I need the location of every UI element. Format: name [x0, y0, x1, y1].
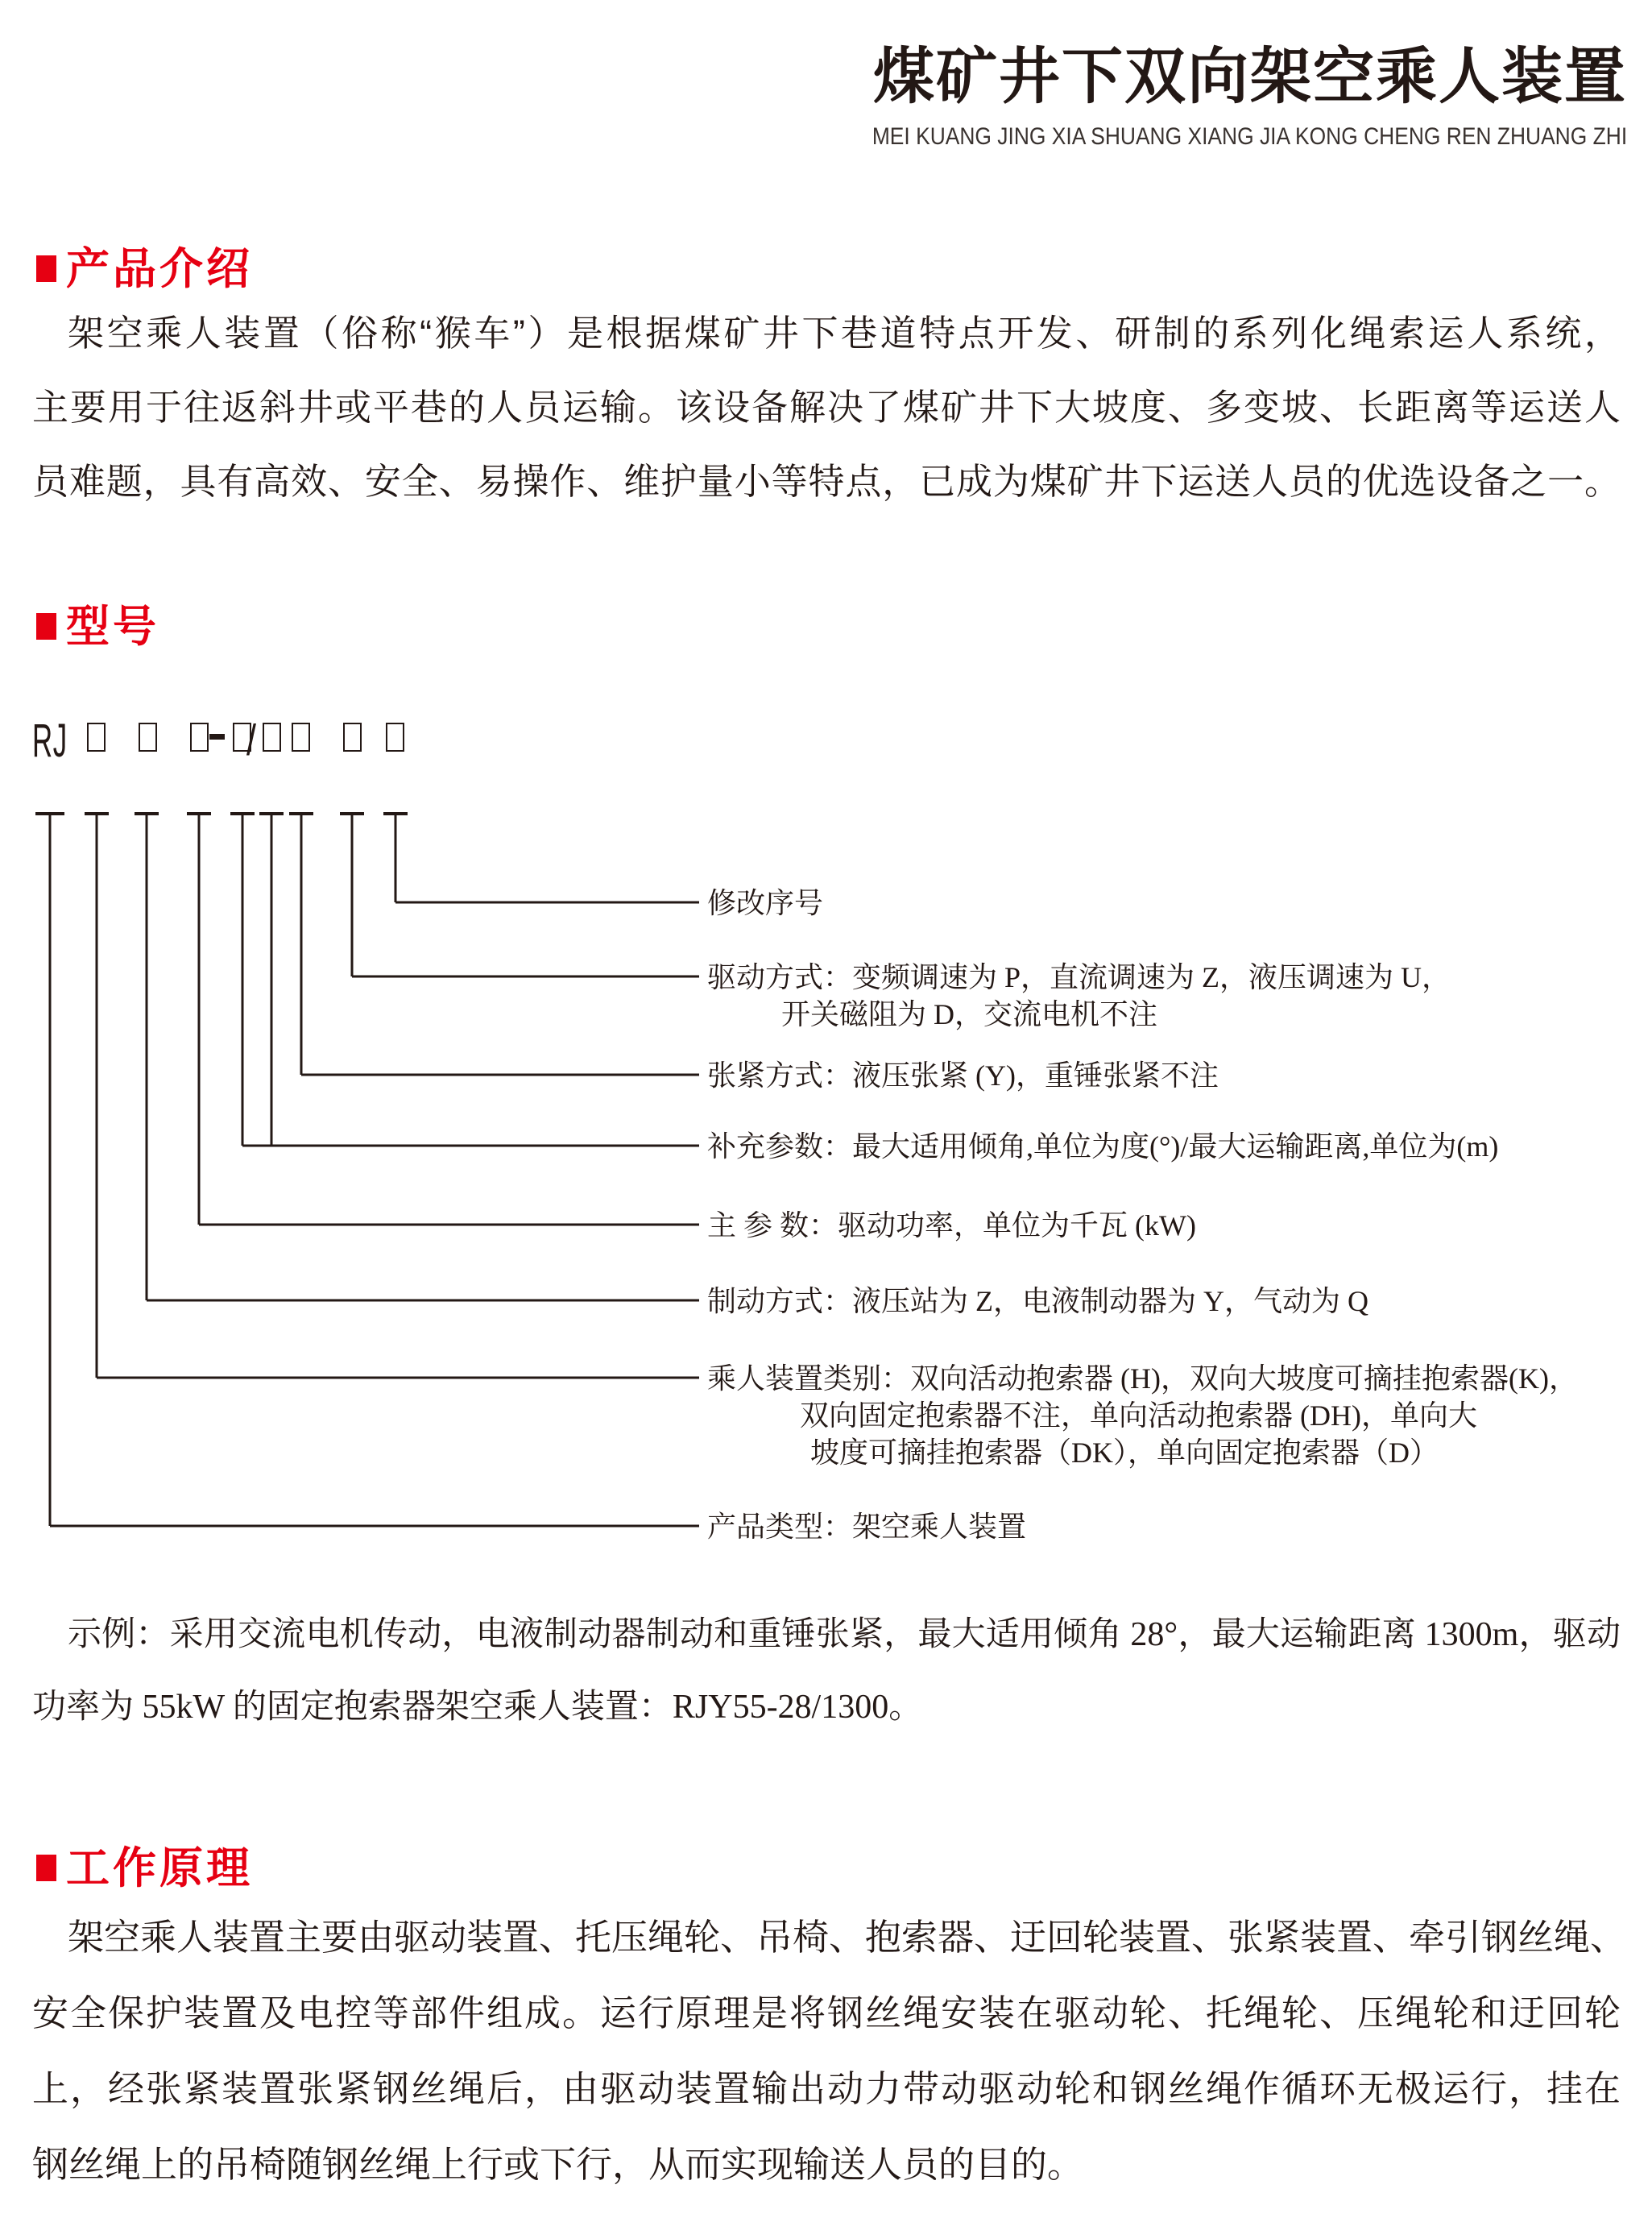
label-line: 坡度可摘挂抱索器（DK），单向固定抱索器（D） — [810, 1436, 1439, 1469]
page-subtitle-pinyin: MEI KUANG JING XIA SHUANG XIANG JIA KONG CHENG REN ZHUANG ZHI — [872, 123, 1627, 150]
section-heading-principle-label: 工作原理 — [66, 1844, 253, 1892]
code-box-revision — [386, 723, 404, 752]
principle-line: 安全保护装置及电控等部件组成。运行原理是将钢丝绳安装在驱动轮、托绳轮、压绳轮和迂回轮 — [32, 1992, 1621, 2033]
label-product-type — [707, 1508, 1026, 1545]
section-heading-principle — [36, 1834, 253, 1896]
label-tension-mode — [707, 1057, 1219, 1094]
label-line: 双向固定抱索器不注，单向活动抱索器 (DH)，单向大 — [800, 1399, 1477, 1432]
code-box-main-param — [190, 723, 209, 752]
section-heading-intro-label: 产品介绍 — [66, 245, 253, 293]
page-header — [769, 27, 1627, 151]
red-square-bullet — [36, 613, 56, 640]
model-code-prefix: RJ — [32, 715, 68, 767]
ladder-connector-lines — [50, 902, 699, 1526]
code-box-drive — [343, 723, 362, 752]
model-code-ladder-diagram — [0, 0, 725, 1547]
code-box-tension — [292, 723, 310, 752]
red-square-bullet — [36, 1855, 56, 1881]
code-box-brake — [139, 723, 157, 752]
label-brake-mode — [707, 1283, 1368, 1320]
label-line: 产品类型：架空乘人装置 — [707, 1511, 1027, 1543]
intro-line: 架空乘人装置（俗称“猴车”）是根据煤矿井下巷道特点开发、研制的系列化绳索运人系统， — [68, 313, 1621, 354]
principle-line: 钢丝绳上的吊椅随钢丝绳上行或下行，从而实现输送人员的目的。 — [32, 2144, 1084, 2185]
principle-paragraph — [32, 1900, 1627, 2203]
red-square-bullet — [36, 255, 56, 282]
section-heading-intro — [36, 234, 253, 296]
label-revision-number — [707, 885, 823, 922]
label-main-param — [707, 1207, 1196, 1244]
label-line: 乘人装置类别：双向活动抱索器 (H)，双向大坡度可摘挂抱索器(K)， — [707, 1362, 1578, 1395]
intro-paragraph — [32, 296, 1621, 519]
label-line: 驱动方式：变频调速为 P，直流调速为 Z，液压调速为 U， — [707, 961, 1451, 993]
label-drive-mode — [707, 959, 1451, 1033]
principle-line: 架空乘人装置主要由驱动装置、托压绳轮、吊椅、抱索器、迂回轮装置、张紧装置、牵引钢丝绳、 — [68, 1917, 1627, 1958]
label-line: 修改序号 — [707, 887, 824, 919]
ladder-drop-lines — [50, 814, 395, 1526]
label-line: 制动方式：液压站为 Z，电液制动器为 Y，气动为 Q — [707, 1285, 1368, 1317]
label-device-category — [707, 1360, 1578, 1471]
code-box-distance — [263, 723, 281, 752]
example-line: 功率为 55kW 的固定抱索器架空乘人装置：RJY55-28/1300。 — [32, 1689, 923, 1726]
example-line: 示例：采用交流电机传动，电液制动器制动和重锤张紧，最大适用倾角 28°，最大运输距离 1300m，驱动 — [68, 1616, 1621, 1653]
model-example — [32, 1598, 1621, 1743]
principle-line: 上，经张紧装置张紧钢丝绳后，由驱动装置输出动力带动驱动轮和钢丝绳作循环无极运行，挂在 — [32, 2068, 1621, 2109]
label-line: 开关磁阻为 D，交流电机不注 — [781, 998, 1157, 1030]
label-supplementary-params — [707, 1128, 1498, 1165]
code-box-category — [87, 723, 106, 752]
label-line: 补充参数：最大适用倾角,单位为度(°)/最大运输距离,单位为(m) — [707, 1130, 1499, 1163]
label-line: 张紧方式：液压张紧 (Y)，重锤张紧不注 — [707, 1059, 1219, 1092]
intro-line: 员难题，具有高效、安全、易操作、维护量小等特点，已成为煤矿井下运送人员的优选设备之一。 — [32, 461, 1621, 502]
label-line: 主 参 数：驱动功率，单位为千瓦 (kW) — [707, 1209, 1196, 1242]
section-heading-model-label: 型号 — [66, 603, 159, 651]
code-slash-separator: / — [246, 716, 257, 765]
code-dash-separator — [209, 734, 225, 740]
page-title: 煤矿井下双向架空乘人装置 — [873, 43, 1627, 111]
section-heading-model — [36, 592, 159, 654]
intro-line: 主要用于往返斜井或平巷的人员运输。该设备解决了煤矿井下大坡度、多变坡、长距离等运送人 — [32, 387, 1621, 428]
